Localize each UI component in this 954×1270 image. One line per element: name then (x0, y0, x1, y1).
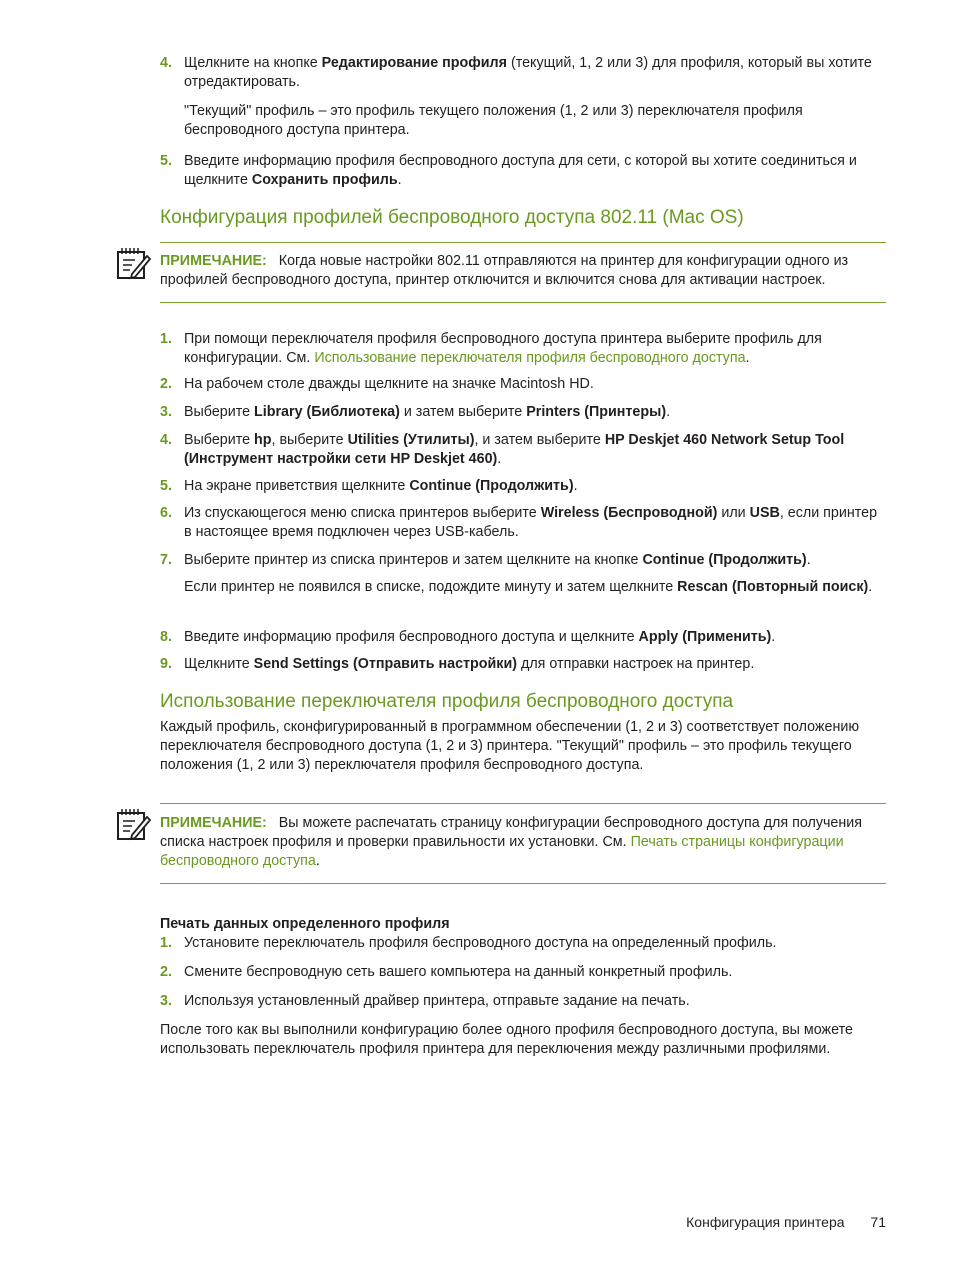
list-item (160, 477, 888, 496)
step-text: При помощи переключателя профиля беспроводного доступа принтера выберите профиль для конфигурации. См. Использование переключателя профиля беспроводного доступа. (184, 331, 822, 366)
list-item (160, 934, 888, 953)
cross-reference-link[interactable]: Печать страницы конфигурации беспроводного доступа (160, 834, 844, 869)
step-number: 9. (160, 656, 172, 672)
closing-paragraph: После того как вы выполнили конфигурацию более одного профиля беспроводного доступа, вы можете использовать переключатель профиля принтера для переключения между различными профилями. (160, 1022, 853, 1057)
step-number: 8. (160, 629, 172, 645)
section-heading-mac: Конфигурация профилей беспроводного доступа 802.11 (Mac OS) (160, 207, 744, 228)
step-number: 4. (160, 432, 172, 448)
list-item (160, 330, 888, 368)
page-footer (686, 1213, 886, 1232)
step-text: Смените беспроводную сеть вашего компьютера на данный конкретный профиль. (184, 964, 733, 980)
note-pencil-icon (116, 246, 152, 280)
step-number: 2. (160, 964, 172, 980)
list-item (160, 992, 888, 1011)
step-text: Установите переключатель профиля беспроводного доступа на определенный профиль. (184, 935, 777, 951)
step-note: Если принтер не появился в списке, подождите минуту и затем щелкните Rescan (Повторный поиск). (184, 579, 873, 595)
list-item (160, 375, 888, 394)
step-text: Щелкните на кнопке Редактирование профиля (текущий, 1, 2 или 3) для профиля, который вы хотите отредактировать. (184, 55, 872, 90)
step-number: 3. (160, 404, 172, 420)
note-text: ПРИМЕЧАНИЕ: Вы можете распечатать страницу конфигурации беспроводного доступа для получения списка настроек профиля и проверки правильности их установки. См. Печать страницы конфигурации беспроводного доступа. (160, 815, 862, 869)
step-number: 1. (160, 935, 172, 951)
list-item (160, 963, 888, 982)
footer-section-title: Конфигурация принтера (686, 1214, 845, 1230)
step-text: На рабочем столе дважды щелкните на значке Macintosh HD. (184, 376, 594, 392)
note-bottom-rule (160, 302, 886, 303)
step-number: 3. (160, 993, 172, 1009)
list-item (160, 655, 888, 674)
note-top-rule (160, 242, 886, 243)
step-text: Используя установленный драйвер принтера, отправьте задание на печать. (184, 993, 690, 1009)
step-text: На экране приветствия щелкните Continue (Продолжить). (184, 478, 578, 494)
step-text: Из спускающегося меню списка принтеров выберите Wireless (Беспроводной) или USB, если принтер в настоящее время подключен через USB-кабель. (184, 505, 878, 540)
list-item (160, 628, 888, 647)
section-heading-switch: Использование переключателя профиля беспроводного доступа (160, 691, 734, 712)
step-number: 5. (160, 153, 172, 169)
page-number: 71 (870, 1214, 886, 1230)
step-number: 6. (160, 505, 172, 521)
step-number: 5. (160, 478, 172, 494)
step-text: Введите информацию профиля беспроводного доступа и щелкните Apply (Применить). (184, 629, 776, 645)
note-bottom-rule (160, 883, 886, 884)
step-note: "Текущий" профиль – это профиль текущего положения (1, 2 или 3) переключателя профиля беспроводного доступа принтера. (184, 103, 803, 138)
procedure-title: Печать данных определенного профиля (160, 916, 450, 932)
list-item (160, 504, 888, 542)
list-item (160, 403, 888, 422)
note-pencil-icon (116, 807, 152, 841)
step-number: 1. (160, 331, 172, 347)
cross-reference-link[interactable]: Использование переключателя профиля беспроводного доступа (314, 350, 746, 366)
step-number: 7. (160, 552, 172, 568)
step-number: 2. (160, 376, 172, 392)
note-text: ПРИМЕЧАНИЕ: Когда новые настройки 802.11 отправляются на принтер для конфигурации одного из профилей беспроводного доступа, принтер отключится и включится снова для активации настроек. (160, 253, 849, 288)
list-item (160, 551, 888, 570)
step-text: Выберите Library (Библиотека) и затем выберите Printers (Принтеры). (184, 404, 671, 420)
step-text: Выберите принтер из списка принтеров и затем щелкните на кнопке Continue (Продолжить). (184, 552, 811, 568)
step-number: 4. (160, 55, 172, 71)
step-text: Выберите hp, выберите Utilities (Утилиты), и затем выберите HP Deskjet 460 Network Setup Tool (Инструмент настройки сети HP Deskjet 460). (184, 432, 845, 467)
note-top-rule (160, 803, 886, 804)
list-item (160, 152, 888, 190)
step-text: Щелкните Send Settings (Отправить настройки) для отправки настроек на принтер. (184, 656, 755, 672)
list-item (160, 431, 888, 469)
list-item (160, 54, 888, 92)
section-paragraph: Каждый профиль, сконфигурированный в программном обеспечении (1, 2 и 3) соответствует положению переключателя беспроводного доступа (1, 2 и 3) принтера. "Текущий" профиль – это профиль текущего положения (1, 2 или 3) переключателя профиля беспроводного доступа. (160, 719, 860, 773)
step-text: Введите информацию профиля беспроводного доступа для сети, с которой вы хотите соединиться и щелкните Сохранить профиль. (184, 153, 857, 188)
